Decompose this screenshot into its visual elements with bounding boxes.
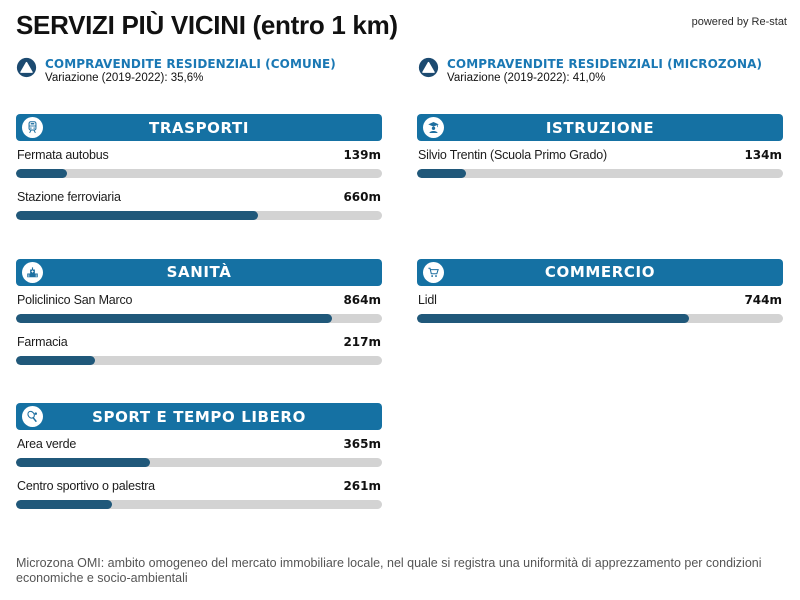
service-distance: 660m xyxy=(343,190,381,204)
delta-icon xyxy=(16,57,37,78)
racket-icon xyxy=(22,406,43,427)
section-sport xyxy=(16,403,382,548)
cart-icon xyxy=(423,262,444,283)
graduate-icon xyxy=(423,117,444,138)
service-distance: 864m xyxy=(343,292,381,307)
hospital-icon xyxy=(22,262,43,283)
kpi-microzona-label: COMPRAVENDITE RESIDENZIALI (MICROZONA) xyxy=(447,57,763,71)
distance-bar xyxy=(16,356,382,365)
service-distance: 365m xyxy=(343,437,381,451)
distance-bar-fill xyxy=(16,356,95,365)
section-title: SPORT E TEMPO LIBERO xyxy=(92,407,306,426)
distance-bar xyxy=(16,211,382,220)
section-istruzione xyxy=(417,114,783,259)
section-title: ISTRUZIONE xyxy=(545,118,655,137)
service-label: Area verde xyxy=(17,437,77,451)
distance-bar xyxy=(16,314,382,323)
distance-bar-fill xyxy=(16,500,112,509)
distance-bar-fill xyxy=(16,169,67,178)
service-distance: 261m xyxy=(343,479,381,493)
kpi-microzona-variation: Variazione (2019-2022): 41,0% xyxy=(447,72,606,84)
service-row xyxy=(16,437,382,467)
section-header xyxy=(16,403,382,430)
service-distance: 139m xyxy=(343,148,381,162)
service-distance: 744m xyxy=(744,292,782,307)
left-column xyxy=(16,114,382,548)
distance-bar xyxy=(417,169,783,178)
service-label: Farmacia xyxy=(17,334,68,349)
powered-by-label: powered by Re-stat xyxy=(691,16,787,28)
service-label: Fermata autobus xyxy=(17,148,109,162)
distance-bar xyxy=(417,314,783,323)
distance-bar-fill xyxy=(16,458,150,467)
right-column xyxy=(417,114,783,403)
distance-bar-fill xyxy=(417,169,466,178)
page-title: SERVIZI PIÙ VICINI (entro 1 km) xyxy=(16,10,398,40)
service-row xyxy=(417,293,783,323)
service-label: Centro sportivo o palestra xyxy=(17,479,155,493)
distance-bar xyxy=(16,458,382,467)
section-header xyxy=(16,114,382,141)
service-distance: 134m xyxy=(744,148,782,162)
section-title: SANITÀ xyxy=(166,263,232,281)
microzona-footnote: Microzona OMI: ambito omogeneo del mercato immobiliare locale, nel quale si registra una uniformità di apprezzamento per condizioni economiche e socio-ambientali xyxy=(16,556,762,585)
service-row xyxy=(16,479,382,509)
section-trasporti xyxy=(16,114,382,259)
service-row xyxy=(16,293,382,323)
service-row xyxy=(16,335,382,365)
service-row xyxy=(417,148,783,178)
section-sanita xyxy=(16,259,382,404)
section-header xyxy=(417,114,783,141)
kpi-comune xyxy=(16,57,388,86)
service-label: Policlinico San Marco xyxy=(17,292,133,307)
service-distance: 217m xyxy=(343,334,381,349)
section-title: TRASPORTI xyxy=(148,118,250,137)
service-label: Stazione ferroviaria xyxy=(17,190,121,204)
section-header xyxy=(16,259,382,286)
service-row xyxy=(16,148,382,178)
service-row xyxy=(16,190,382,220)
distance-bar xyxy=(16,169,382,178)
service-label: Lidl xyxy=(418,292,437,307)
service-label: Silvio Trentin (Scuola Primo Grado) xyxy=(418,148,607,162)
section-title: COMMERCIO xyxy=(544,263,656,281)
kpi-microzona xyxy=(418,57,790,86)
distance-bar xyxy=(16,500,382,509)
kpi-comune-label: COMPRAVENDITE RESIDENZIALI (COMUNE) xyxy=(45,57,336,71)
section-commercio xyxy=(417,259,783,404)
delta-icon xyxy=(418,57,439,78)
kpi-comune-variation: Variazione (2019-2022): 35,6% xyxy=(45,72,204,84)
section-header xyxy=(417,259,783,286)
distance-bar-fill xyxy=(417,314,689,323)
distance-bar-fill xyxy=(16,314,332,323)
train-icon xyxy=(22,117,43,138)
distance-bar-fill xyxy=(16,211,258,220)
